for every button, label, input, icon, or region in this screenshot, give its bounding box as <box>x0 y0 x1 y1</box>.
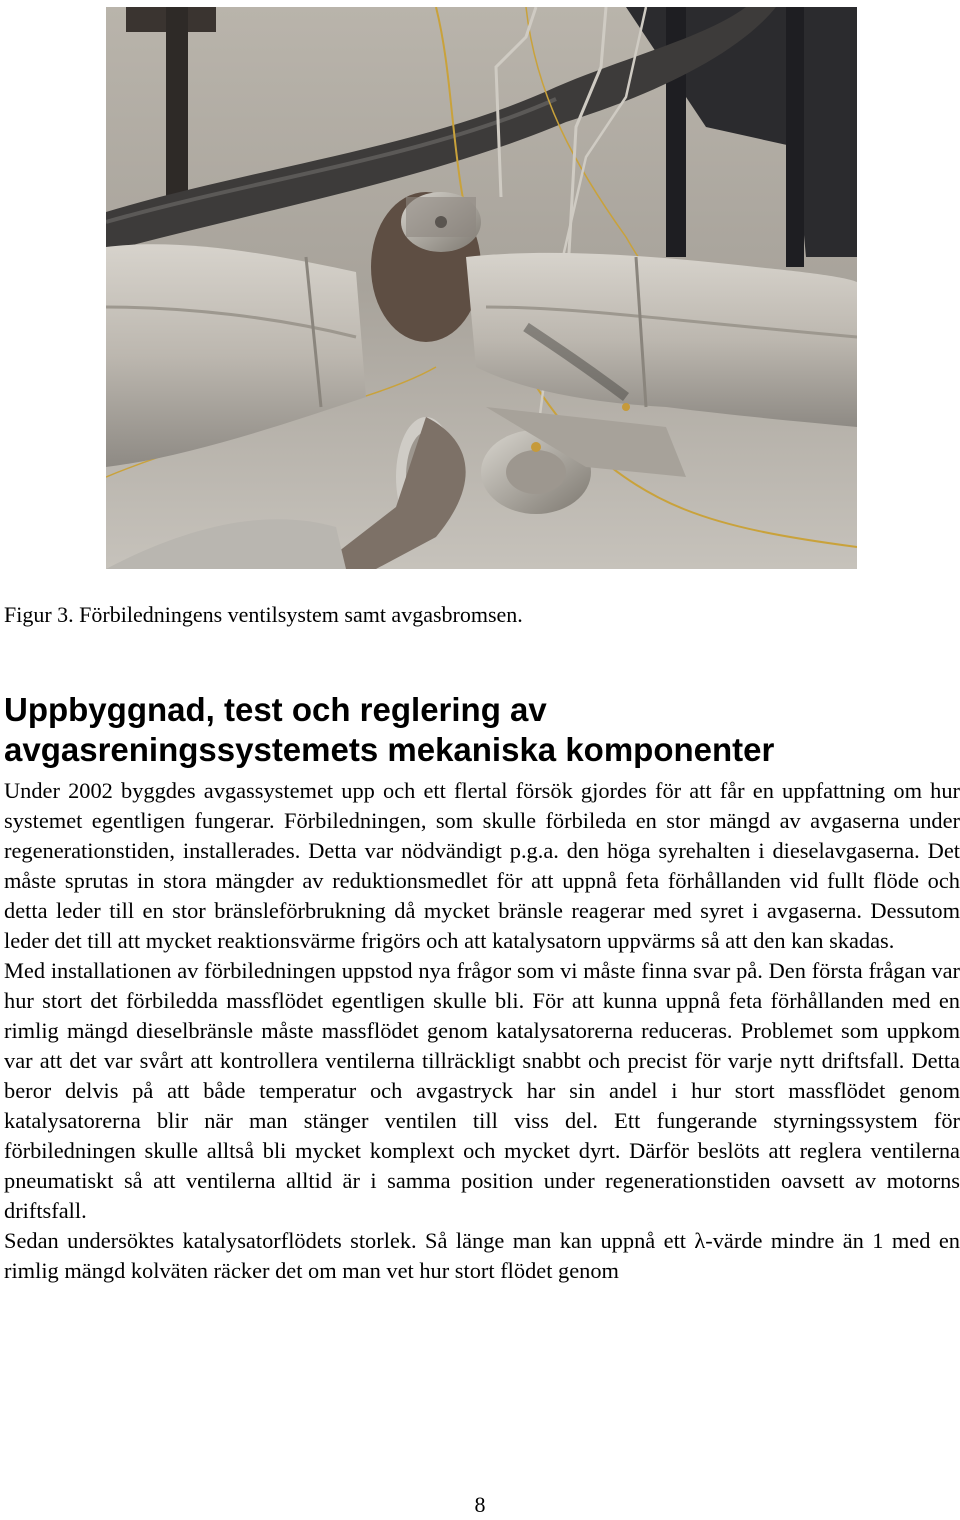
section-body <box>4 776 960 1286</box>
page-number: 8 <box>474 1492 486 1517</box>
body-paragraph-1: Under 2002 byggdes avgassystemet upp och ett flertal försök gjordes för att får en uppfattning om hur systemet egentligen fungerar. Förbiledningen, som skulle förbileda en stor mängd av avgaserna under regenerationstiden, installerades. Detta var nödvändigt p.g.a. den höga syrehalten i dieselavgaserna. Det måste sprutas in stora mängder av reduktionsmedlet för att uppnå feta förhållanden vid fullt flöde och detta leder till en stor bränsleförbrukning då mycket bränsle reagerar med syret i avgaserna. Dessutom leder det till att mycket reaktionsvärme frigörs och att katalysatorn uppvärms så att den kan skadas. <box>4 778 960 953</box>
section-heading <box>4 690 954 770</box>
body-paragraph-3: Sedan undersöktes katalysatorflödets storlek. Så länge man kan uppnå ett λ-värde mindre än 1 med en rimlig mängd kolväten räcker det om man vet hur stort flödet genom <box>4 1228 960 1283</box>
figure-caption: Figur 3. Förbiledningens ventilsystem samt avgasbromsen. <box>4 602 523 627</box>
section-heading-line-2: avgasreningssystemets mekaniska komponenter <box>4 731 775 768</box>
exhaust-system-photo <box>106 7 857 569</box>
body-paragraph-2: Med installationen av förbiledningen uppstod nya frågor som vi måste finna svar på. Den första frågan var hur stort det förbiledda massflödet egentligen skulle bli. För att kunna uppnå feta förhållanden med en rimlig mängd dieselbränsle måste massflödet genom katalysatorerna reduceras. Problemet som uppkom var att det var svårt att kontrollera ventilerna tillräckligt snabbt och precist för varje nytt driftsfall. Detta beror delvis på att både temperatur och avgastryck har sin andel i hur stort massflödet genom katalysatorerna blir när man stänger ventilen till viss del. Ett fungerande styrningssystem för förbiledningen skulle alltså bli mycket komplext och mycket dyrt. Därför beslöts att reglera ventilerna pneumatiskt så att ventilerna alltid är i samma position under regenerationstiden oavsett av motorns driftsfall. <box>4 958 960 1223</box>
section-heading-line-1: Uppbyggnad, test och reglering av <box>4 691 547 728</box>
